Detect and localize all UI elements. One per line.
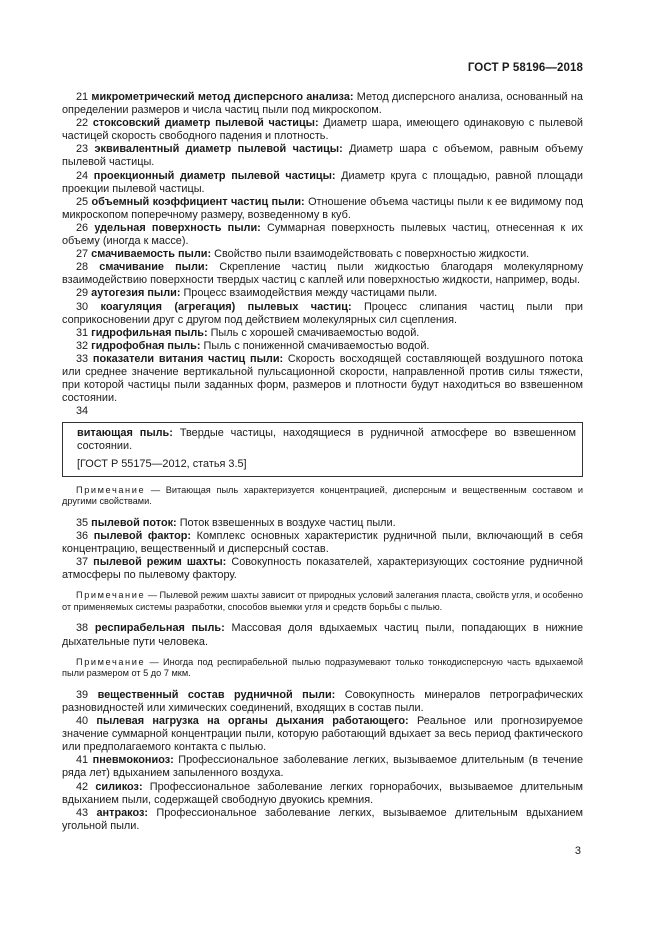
term-definition: Профессиональное заболевание легких, вызываемое длительным (в течение ряда лет) вдыханием запыленного воздуха. [62,754,584,780]
term-definition: Пыль с пониженной смачиваемостью водой. [203,339,430,352]
term-35 [62,517,583,530]
term-number: 35 [76,516,89,529]
document-body [62,91,583,833]
term-title: эквивалентный диаметр пылевой частицы: [94,143,343,156]
term-title: пылевой режим шахты: [93,556,227,569]
term-42 [62,781,583,807]
term-title: силикоз: [95,780,143,793]
term-definition: Скрепление частиц пыли жидкостью благодаря молекулярному взаимодействию поверхности твердых частиц с каплей или поверхностью жидкости, например, воды. [62,261,584,287]
term-number: 25 [76,195,89,208]
term-number: 39 [76,688,89,701]
term-definition: Диаметр шара, имеющего одинаковую с пылевой частицей скорость свободного падения и плотность. [62,117,583,143]
document-header: ГОСТ Р 58196—2018 [467,62,583,74]
term-definition: Свойство пыли взаимодействовать с поверхностью жидкости. [214,248,530,261]
term-list-c [62,689,583,833]
term-definition: Скорость восходящей составляющей воздушного потока или среднее значение вертикальной пульсационной скорости, направленной против силы тяжести, при которой частицы пыли заданных форм, размеров и плотности будут находиться во взвешенном состоянии. [62,352,583,405]
term-definition: Поток взвешенных в воздухе частиц пыли. [179,516,396,529]
term-number: 42 [76,780,89,793]
term-37 [62,556,583,582]
term-title: вещественный состав рудничной пыли: [97,688,336,701]
term-number: 28 [76,261,89,274]
term-number: 43 [76,806,89,819]
term-39 [62,689,583,715]
term-number: 29 [76,287,89,300]
note-label: Примечание [76,484,146,495]
note-label: Примечание [76,656,146,667]
term-title: стоксовский диаметр пылевой частицы: [92,117,319,130]
term-definition: Отношение объема частицы пыли к ее видимому под микроскопом поперечному размеру, возведенному в куб. [62,195,583,221]
term-definition: Метод дисперсного анализа, основанный на определении размеров и числа частиц пыли под микроскопом. [62,91,583,117]
term-title: аутогезия пыли: [91,287,181,300]
term-34-title: витающая пыль: [77,427,173,440]
note-label: Примечание [76,590,146,601]
term-title: антракоз: [96,806,149,819]
term-definition: Диаметр круга с площадью, равной площади проекции пылевой частицы. [62,169,583,195]
term-41 [62,754,583,780]
term-24 [62,170,583,196]
term-number: 31 [76,326,89,339]
term-40 [62,715,583,754]
term-28 [62,261,583,287]
term-number: 22 [76,117,89,130]
term-title: смачиваемость пыли: [91,248,212,261]
term-list-a [62,91,583,405]
term-number: 26 [76,221,89,234]
term-number: 40 [76,715,89,728]
term-number: 41 [76,754,89,767]
term-title: гидрофильная пыль: [91,326,208,339]
term-title: пылевая нагрузка на органы дыхания работающего: [96,715,409,728]
term-number: 30 [76,300,89,313]
term-29 [62,287,583,300]
term-definition: Профессиональное заболевание легких горнорабочих, вызываемое длительным вдыханием пыли, содержащей свободную двуокись кремния. [62,780,583,806]
term-title: удельная поверхность пыли: [94,221,261,234]
note-37: Примечание — Пылевой режим шахты зависит от природных условий залегания пласта, свойств угля, и особенно от применяемых системы разработки, способов выемки угля и средств борьбы с пылью. [62,590,583,612]
term-number: 21 [76,91,89,103]
term-number: 27 [76,248,89,261]
term-title: смачивание пыли: [99,261,209,274]
term-34-number: 34 [76,405,89,418]
term-definition: Диаметр шара с объемом, равным объему пылевой частицы. [62,143,583,169]
term-title: пылевой фактор: [93,529,192,542]
term-30 [62,301,583,327]
term-number: 37 [76,556,89,569]
term-26 [62,222,583,248]
term-title: гидрофобная пыль: [91,339,201,352]
term-title: микрометрический метод дисперсного анализа: [91,91,354,103]
note-38: Примечание — Иногда под респирабельной пылью подразумевают только тонкодисперсную часть вдыхаемой пыли размером от 5 до 7 мкм. [62,656,583,679]
term-title: пылевой поток: [91,516,177,529]
term-definition: Профессиональное заболевание легких, вызываемое длительным вдыханием угольной пыли. [62,806,583,832]
term-36 [62,530,583,556]
term-title: коагуляция (агрегация) пылевых частиц: [100,300,352,313]
term-number: 33 [76,352,89,365]
term-33 [62,353,583,405]
term-definition: Совокупность минералов петрографических разновидностей или химических соединений, входящих в состав пыли. [62,688,583,714]
term-31 [62,327,583,340]
term-title: объемный коэффициент частиц пыли: [91,195,305,208]
term-list-b [62,517,583,582]
term-23 [62,143,583,169]
term-32 [62,340,583,353]
term-number: 23 [76,143,89,156]
term-34-box [62,422,583,476]
term-number: 24 [76,169,89,182]
term-definition: Пыль с хорошей смачиваемостью водой. [210,326,420,339]
term-title: пневмокониоз: [92,754,174,767]
term-38: 38 респирабельная пыль: Массовая доля вдыхаемых частиц пыли, попадающих в нижние дыхательные пути человека. [62,622,584,648]
term-21 [62,91,583,117]
term-34-definition: Твердые частицы, находящиеся в рудничной атмосфере во взвешенном состоянии. [77,427,576,453]
term-definition: Комплекс основных характеристик рудничной пыли, включающий в себя концентрацию, вещественный и дисперсный состав. [62,529,584,555]
term-22 [62,117,583,143]
term-number: 36 [76,529,89,542]
term-34-reference: [ГОСТ Р 55175—2012, статья 3.5] [77,457,247,470]
term-definition: Суммарная поверхность пылевых частиц, отнесенная к их объему (иногда к массе). [62,221,583,248]
note-34: Примечание — Витающая пыль характеризуется концентрацией, дисперсным и вещественным составом и другими свойствами. [62,484,583,507]
term-title: проекционный диаметр пылевой частицы: [93,169,336,182]
term-definition: Процесс слипания частиц пыли при соприкосновении друг с другом под действием молекулярных сил сцепления. [62,300,583,326]
term-title: показатели витания частиц пыли: [92,352,284,365]
page-number: 3 [574,845,581,857]
term-definition: Реальное или прогнозируемое значение суммарной концентрации пыли, которую работающий вдыхает за весь период фактического или предполагаемого контакта с пылью. [62,715,583,754]
term-definition: Процесс взаимодействия между частицами пыли. [183,287,438,300]
term-27 [62,248,583,261]
term-25 [62,196,583,222]
term-number: 32 [76,339,89,352]
term-definition: Совокупность показателей, характеризующих состояние рудничной атмосферы по пылевому фактору. [62,556,584,582]
term-43 [62,807,583,833]
